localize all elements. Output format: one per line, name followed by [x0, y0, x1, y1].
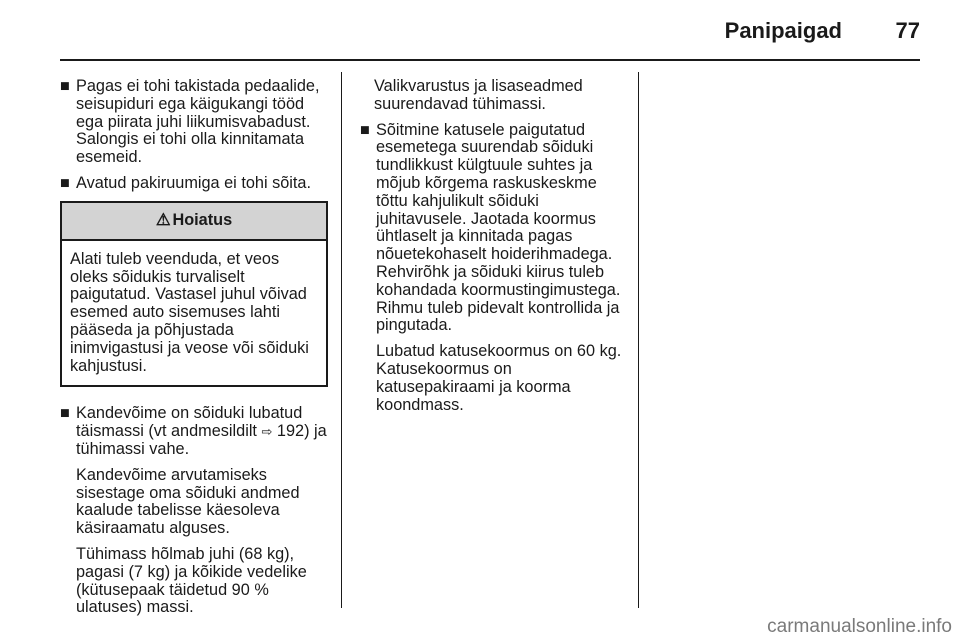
text-line: Sõitmine katusele paigutatud [376, 120, 586, 139]
bullet-icon: ■ [60, 173, 70, 192]
bullet-item [60, 78, 328, 167]
text-line: Salongis ei tohi olla kinnitamata [76, 130, 305, 149]
text-line: koondmass. [376, 395, 464, 414]
paragraph [60, 546, 328, 617]
text-line: seisupiduri ega käigukangi tööd [76, 94, 305, 113]
text-line: Alati tuleb veenduda, et veos [70, 249, 280, 268]
text-line: Katusekoormus on [376, 359, 512, 378]
text-line: Lubatud katusekoormus on 60 kg. [376, 342, 622, 361]
text-line: kahjustusi. [70, 356, 147, 375]
bullet-icon: ■ [60, 404, 70, 423]
text-line: ühtlaselt ja kinnitada pagas [376, 227, 573, 246]
column-middle [360, 78, 622, 422]
text-line: suurendavad tühimassi. [374, 94, 546, 113]
page-header [60, 0, 920, 62]
warning-body [62, 241, 326, 386]
text-line: ulatuses) massi. [76, 598, 194, 617]
text-line: inimvigastusi ja veose või sõiduki [70, 338, 309, 357]
text-line: Tühimass hõlmab juhi (68 kg), [76, 544, 295, 563]
text-line: tundlikkust külgtuule suhtes ja [376, 156, 593, 175]
text-line: Rehvirõhk ja sõiduki kiirus tuleb [376, 262, 605, 281]
text-line: oleks sõidukis turvaliselt [70, 267, 245, 286]
bullet-item [60, 405, 328, 458]
text-line: Avatud pakiruumiga ei tohi sõita. [76, 173, 312, 192]
warning-box [60, 201, 328, 388]
header-rule [60, 59, 920, 61]
paragraph [360, 343, 622, 414]
text-line: juhitavusele. Jaotada koormus [376, 209, 596, 228]
text-line: paigutatud. Vastasel juhul võivad [70, 285, 307, 304]
bullet-item [60, 175, 328, 193]
bullet-icon: ■ [60, 77, 70, 95]
text-line: tõttu kahjulikult sõiduki [376, 191, 539, 210]
text-line: pagasi (7 kg) ja kõikide vedelike [76, 562, 307, 581]
warning-title: Hoiatus [172, 210, 233, 229]
bullet-item [360, 122, 622, 336]
page-number: 77 [895, 18, 920, 43]
bullet-icon: ■ [360, 120, 370, 139]
text-line: Kandevõime on sõiduki lubatud [76, 404, 303, 423]
paragraph [360, 78, 622, 114]
page-ref-arrow-icon: ⇨ [261, 424, 273, 440]
text-line: ega piirata juhi liikumisvabadust. [76, 112, 311, 131]
text-line: (kütusepaak täidetud 90 % [76, 580, 269, 599]
text-line: Kandevõime arvutamiseks [76, 465, 267, 484]
text-line: kohandada koormustingimustega. [376, 280, 621, 299]
text-line: nõuetekohaselt hoiderihmadega. [376, 245, 613, 264]
text-line: pääseda ja põhjustada [70, 320, 234, 339]
page-title: Panipaigad [724, 18, 842, 43]
text-line [76, 423, 328, 441]
column-left [60, 78, 328, 625]
page-ref-link[interactable]: 192) ja [276, 422, 327, 441]
paragraph [60, 467, 328, 538]
watermark: carmanualsonline.info [767, 616, 952, 637]
text-line: sisestage oma sõiduki andmed [76, 483, 300, 502]
text-line: pingutada. [376, 316, 453, 335]
text-line: Rihmu tuleb pidevalt kontrollida ja [376, 298, 620, 317]
column-divider-2 [638, 72, 639, 608]
text-line: Valikvarustus ja lisaseadmed [374, 77, 583, 95]
text-line: esemed auto sisemuses lahti [70, 303, 280, 322]
text-line: esemeid. [76, 148, 143, 167]
text-line: Pagas ei tohi takistada pedaalide, [76, 77, 320, 95]
text-line: kaalude tabelisse käesoleva [76, 501, 280, 520]
text-line: katusepakiraami ja koorma [376, 377, 571, 396]
warning-header [62, 203, 326, 241]
warning-icon: ⚠ [155, 210, 171, 229]
text-line: käsiraamatu alguses. [76, 519, 230, 538]
text-fragment: täismassi (vt andmesildilt [76, 422, 262, 441]
text-line: esemetega suurendab sõiduki [376, 138, 594, 157]
text-line: tühimassi vahe. [76, 439, 190, 458]
column-divider-1 [341, 72, 342, 608]
text-line: mõjub kõrgema raskuskeskme [376, 173, 597, 192]
